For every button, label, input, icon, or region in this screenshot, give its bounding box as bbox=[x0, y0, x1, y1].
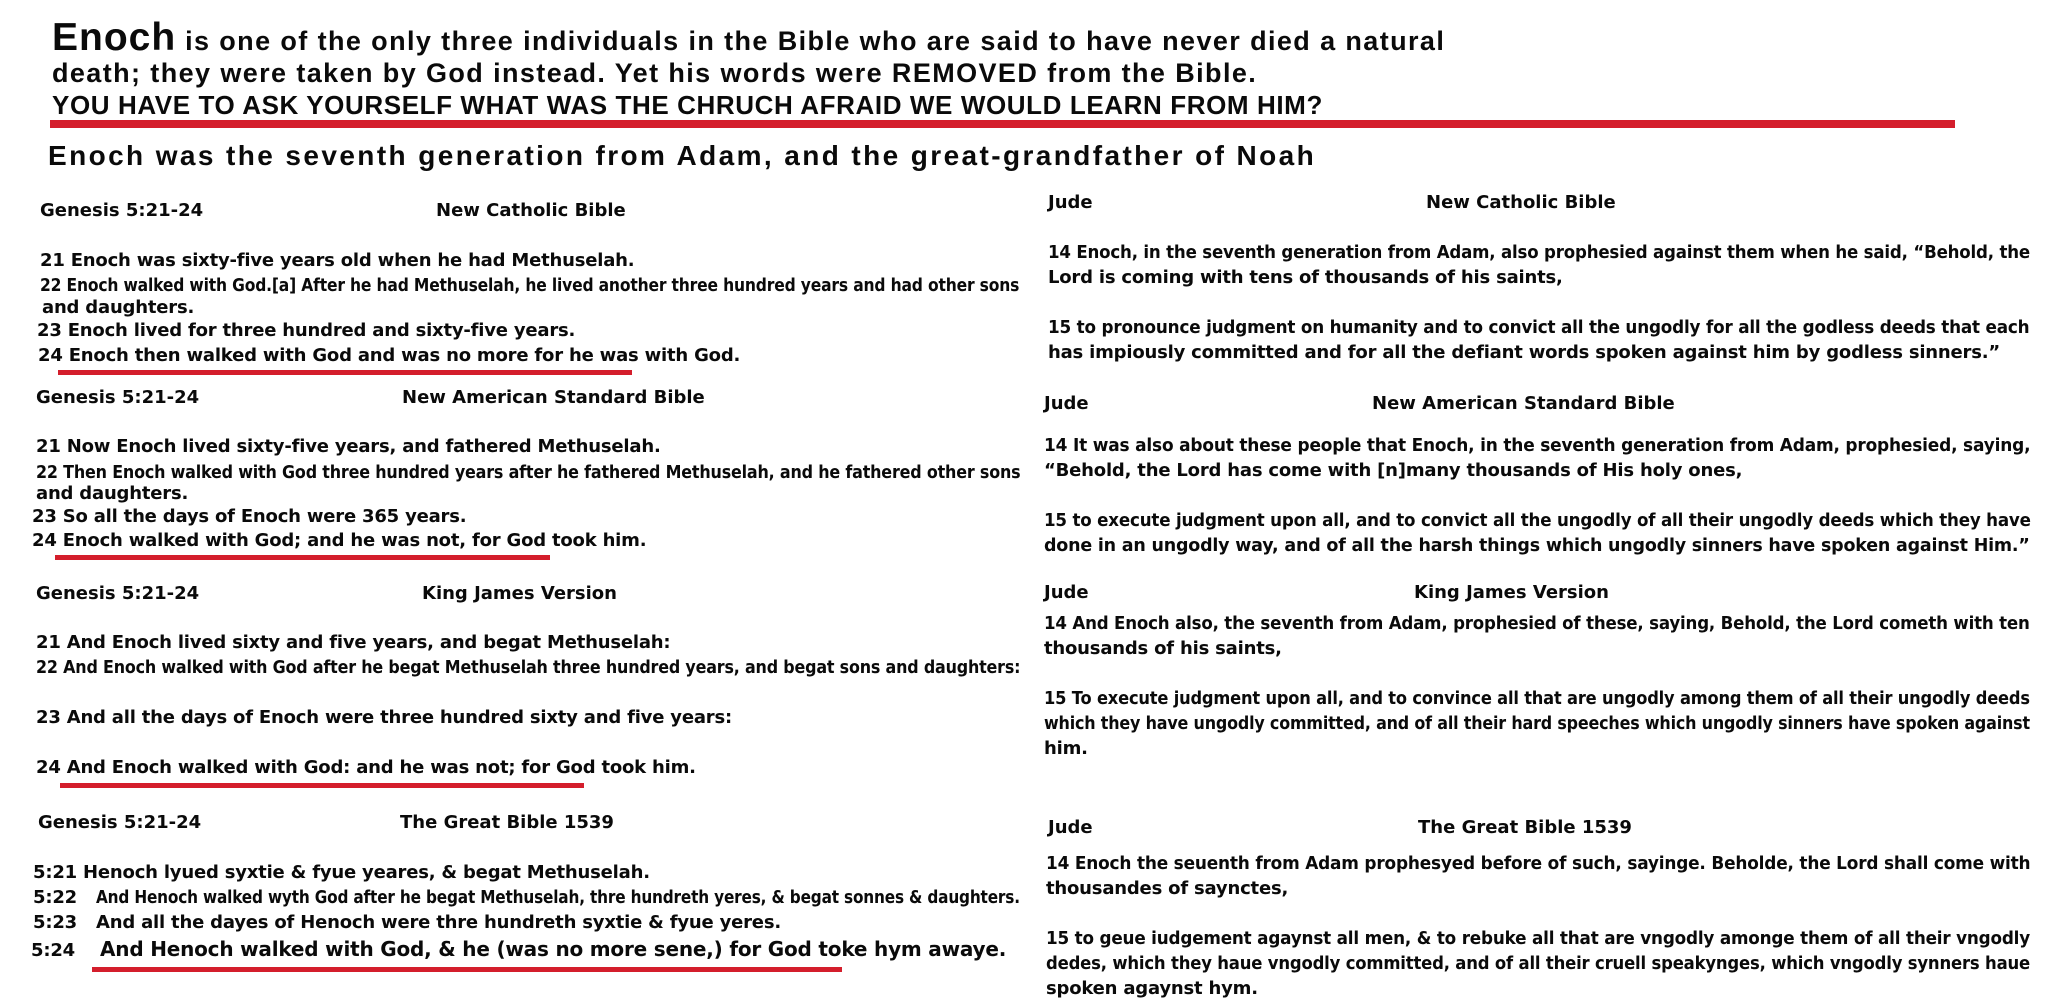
right-s1-version: New Catholic Bible bbox=[1426, 192, 1616, 213]
right-s4-version: The Great Bible 1539 bbox=[1418, 817, 1632, 838]
right-s3-v2c: him. bbox=[1044, 738, 1088, 759]
right-s3-version: King James Version bbox=[1414, 582, 1609, 603]
left-s1-v4: 24 Enoch then walked with God and was no more for he was with God. bbox=[38, 345, 741, 366]
left-s2-v2a: 22 Then Enoch walked with God three hundred years after he fathered Methuselah, and he fathered other sons bbox=[36, 462, 1021, 483]
right-s4-ref: Jude bbox=[1048, 817, 1093, 838]
right-s2-v2b: done in an ungodly way, and of all the harsh things which ungodly sinners have spoken against Him.” bbox=[1044, 535, 2030, 556]
left-s4-v3: And all the dayes of Henoch were thre hundreth syxtie & fyue yeres. bbox=[96, 912, 781, 933]
left-s4-v2-num: 5:22 bbox=[33, 887, 77, 908]
right-s3-ref: Jude bbox=[1044, 582, 1089, 603]
left-s2-version: New American Standard Bible bbox=[402, 387, 705, 408]
left-s4-v3-num: 5:23 bbox=[33, 912, 77, 933]
right-s2-v1a: 14 It was also about these people that Enoch, in the seventh generation from Adam, prophesied, saying, bbox=[1044, 435, 2031, 456]
left-s1-version: New Catholic Bible bbox=[436, 200, 626, 221]
right-s2-v2a: 15 to execute judgment upon all, and to convict all the ungodly of all their ungodly deeds which they have bbox=[1044, 510, 2031, 531]
right-s3-v2b: which they have ungodly committed, and of all their hard speeches which ungodly sinners have spoken against bbox=[1044, 713, 2030, 734]
right-s1-v2a: 15 to pronounce judgment on humanity and to convict all the ungodly for all the godless deeds that each bbox=[1048, 317, 2030, 338]
header-line-2: death; they were taken by God instead. Yet his words were REMOVED from the Bible. bbox=[52, 58, 1258, 88]
right-s4-v2c: spoken agaynst hym. bbox=[1046, 978, 1258, 999]
left-s3-v2: 22 And Enoch walked with God after he begat Methuselah three hundred years, and begat sons and daughters: bbox=[36, 657, 1021, 678]
left-s4-ref: Genesis 5:21-24 bbox=[38, 812, 202, 833]
right-s4-v1a: 14 Enoch the seuenth from Adam prophesyed before of such, sayinge. Beholde, the Lord shall come with bbox=[1046, 853, 2031, 874]
header-line-1-text: is one of the only three individuals in the Bible who are said to have never died a natural bbox=[176, 26, 1446, 56]
left-s4-v4-num: 5:24 bbox=[31, 940, 75, 961]
left-s3-v3: 23 And all the days of Enoch were three hundred sixty and five years: bbox=[36, 707, 732, 728]
left-s4-v1: 5:21 Henoch lyued syxtie & fyue yeares, & begat Methuselah. bbox=[33, 862, 650, 883]
right-s1-v1a: 14 Enoch, in the seventh generation from Adam, also prophesied against them when he said, “Behold, the bbox=[1048, 242, 2030, 263]
left-s2-v3: 23 So all the days of Enoch were 365 years. bbox=[32, 506, 467, 527]
right-s1-ref: Jude bbox=[1048, 192, 1093, 213]
right-s3-v1b: thousands of his saints, bbox=[1044, 638, 1282, 659]
left-s3-underline bbox=[60, 783, 584, 788]
left-s1-v1: 21 Enoch was sixty-five years old when he had Methuselah. bbox=[40, 250, 635, 271]
left-s2-underline bbox=[55, 555, 550, 560]
header-line-4: Enoch was the seventh generation from Adam, and the great-grandfather of Noah bbox=[48, 140, 1317, 171]
left-s1-v2a: 22 Enoch walked with God.[a] After he had Methuselah, he lived another three hundred years and had other sons bbox=[40, 275, 1020, 296]
left-s4-underline bbox=[92, 967, 842, 972]
header-red-rule bbox=[50, 120, 1955, 128]
right-s4-v2b: dedes, which they haue vngodly committed, and of all their cruell speakynges, which vngodly synners haue bbox=[1046, 953, 2031, 974]
right-s1-v1b: Lord is coming with tens of thousands of his saints, bbox=[1048, 267, 1563, 288]
right-s4-v1b: thousandes of saynctes, bbox=[1046, 878, 1289, 899]
left-s1-v3: 23 Enoch lived for three hundred and sixty-five years. bbox=[37, 320, 576, 341]
right-s4-v2a: 15 to geue iudgement agaynst all men, & to rebuke all that are vngodly amonge them of all their vngodly bbox=[1046, 928, 2031, 949]
left-s3-version: King James Version bbox=[422, 583, 617, 604]
left-s2-v2b: and daughters. bbox=[36, 483, 189, 504]
left-s1-underline bbox=[58, 370, 632, 375]
header-line-3: YOU HAVE TO ASK YOURSELF WHAT WAS THE CHRUCH AFRAID WE WOULD LEARN FROM HIM? bbox=[52, 90, 1323, 120]
left-s4-v2: And Henoch walked wyth God after he begat Methuselah, thre hundreth yeres, & begat sonnes & daughters. bbox=[96, 887, 1020, 908]
right-s1-v2b: has impiously committed and for all the defiant words spoken against him by godless sinners.” bbox=[1048, 342, 2001, 363]
right-s2-ref: Jude bbox=[1044, 393, 1089, 414]
left-s1-ref: Genesis 5:21-24 bbox=[40, 200, 204, 221]
right-s2-v1b: “Behold, the Lord has come with [n]many thousands of His holy ones, bbox=[1044, 460, 1743, 481]
left-s3-v4: 24 And Enoch walked with God: and he was not; for God took him. bbox=[36, 757, 696, 778]
right-s2-version: New American Standard Bible bbox=[1372, 393, 1675, 414]
left-s4-v4: And Henoch walked with God, & he (was no more sene,) for God toke hym awaye. bbox=[100, 937, 1007, 961]
right-s3-v1a: 14 And Enoch also, the seventh from Adam, prophesied of these, saying, Behold, the Lord cometh with ten bbox=[1044, 613, 2030, 634]
left-s1-v2b: and daughters. bbox=[42, 297, 195, 318]
header-enoch-word: Enoch bbox=[52, 16, 177, 59]
left-s2-v4: 24 Enoch walked with God; and he was not, for God took him. bbox=[32, 530, 647, 551]
left-s2-ref: Genesis 5:21-24 bbox=[36, 387, 200, 408]
right-s3-v2a: 15 To execute judgment upon all, and to convince all that are ungodly among them of all their ungodly deeds bbox=[1044, 688, 2030, 709]
left-s2-v1: 21 Now Enoch lived sixty-five years, and fathered Methuselah. bbox=[36, 436, 661, 457]
left-s3-ref: Genesis 5:21-24 bbox=[36, 583, 200, 604]
left-s4-version: The Great Bible 1539 bbox=[400, 812, 614, 833]
left-s3-v1: 21 And Enoch lived sixty and five years, and begat Methuselah: bbox=[36, 632, 671, 653]
header-line-1 bbox=[52, 16, 1446, 59]
